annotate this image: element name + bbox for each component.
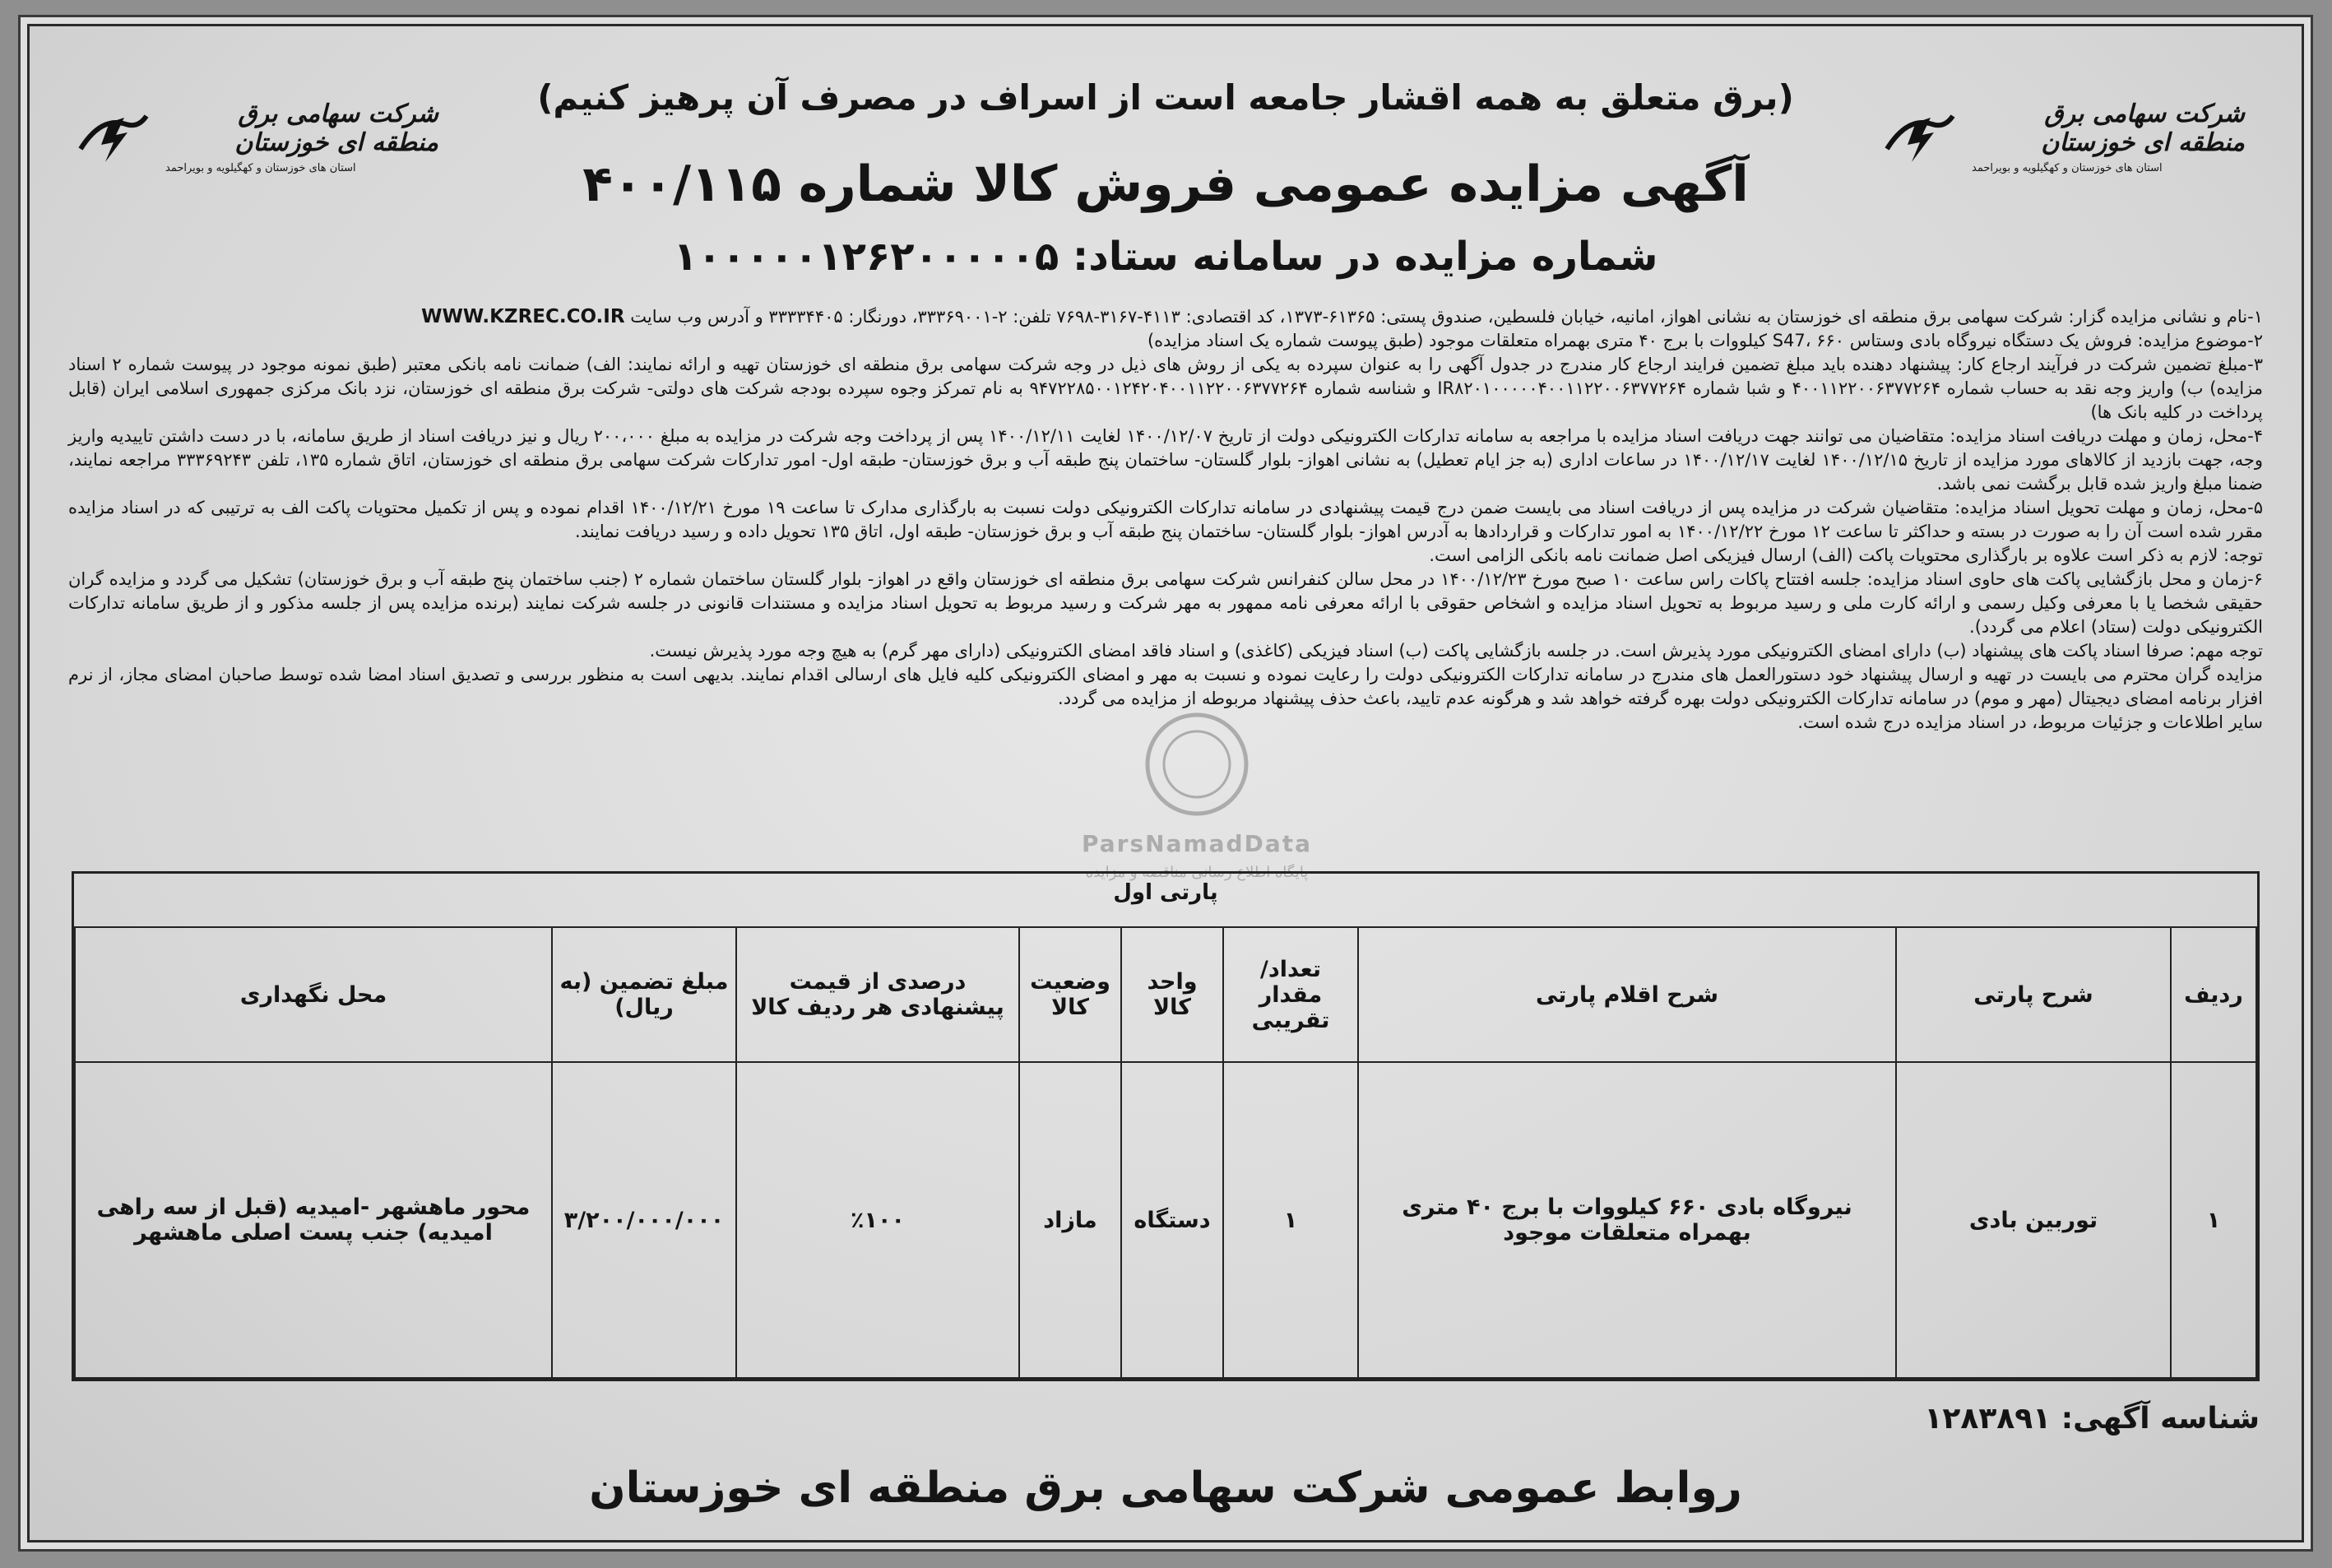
col-unit: واحد کالا bbox=[1121, 927, 1223, 1062]
cell-unit: دستگاه bbox=[1121, 1062, 1223, 1378]
cell-quantity: ۱ bbox=[1223, 1062, 1358, 1378]
item-7: توجه مهم: صرفا اسناد پاکت های پیشنهاد (ب) دارای امضای الکترونیکی مورد پذیرش است. در جلسه بازگشایی پاکت (ب) اسناد فیزیکی (کاغذی) و اسناد فاقد امضای الکترونیکی (دارای مهر گرم) به هیچ وجه مورد پذیرش نیست. bbox=[649, 641, 2263, 661]
item-1 bbox=[68, 305, 2263, 329]
ad-id: شناسه آگهی: ۱۲۸۳۸۹۱ bbox=[1924, 1402, 2260, 1436]
item-3: ۳-مبلغ تضمین شرکت در فرآیند ارجاع کار: پیشنهاد دهنده باید مبلغ تضمین فرایند ارجاع کار مندرج در جدول آگهی را به عنوان سپرده به یکی از روش های ذیل در وجه شرکت سهامی برق منطقه ای خوزستان تهیه و ارائه نمایند: الف) ضمانت نامه بانکی معتبر (طبق نمونه موجود در پیوست شماره ۲ اسناد مزایده) ب) واریز وجه نقد به حساب شماره ۴۰۰۱۱۲۲۰۰۶۳۷۷۲۶۴ و شبا شماره IR۸۲۰۱۰۰۰۰۰۴۰۰۱۱۲۲۰۰۶۳۷۷۲۶۴ و شناسه شماره ۹۴۷۲۲۸۵۰۰۱۲۴۲۰۴۰۰۱۱۲۲۰۰۶۳۷۷۲۶۴ به نام تمرکز وجوه سپرده بودجه شرکت های دولتی- شرکت برق منطقه ای خوزستان، نزد بانک مرکزی جمهوری اسلامی ایران (قابل پرداخت در کلیه بانک ها) bbox=[68, 355, 2264, 422]
cell-location: محور ماهشهر -امیدیه (قبل از سه راهی امیدیه) جنب پست اصلی ماهشهر bbox=[75, 1062, 552, 1378]
watermark-name: ParsNamadData bbox=[1082, 830, 1312, 857]
col-party-desc: شرح پارتی bbox=[1896, 927, 2171, 1062]
cell-guarantee: ۳/۲۰۰/۰۰۰/۰۰۰ bbox=[552, 1062, 736, 1378]
table-row bbox=[75, 1062, 2256, 1378]
logo-company-sub: استان های خوزستان و کهگیلویه و بویراحمد bbox=[1972, 161, 2163, 174]
lot-table bbox=[74, 926, 2257, 1379]
item-8: مزایده گران محترم می بایست در تهیه و ارسال پیشنهاد خود دستورالعمل های مندرج در سامانه تدارکات الکترونیکی دولت را رعایت نموده و نسبت به مهر و امضای الکترونیکی کلیه فایل های ارسالی اقدام نمایند. بدیهی است به منظور بررسی و تصدیق اسناد امضا شده توسط صاحبان امضای مجاز، از نرم افزار برنامه امضای دیجیتال (مهر و موم) در سامانه تدارکات الکترونیکی دولت بهره گرفته خواهد شد و هرگونه عدم تایید، باعث حذف پیشنهاد مربوطه از مزایده می گردد. bbox=[68, 665, 2263, 708]
slogan: (برق متعلق به همه اقشار جامعه است از اسراف در مصرف آن پرهیز کنیم) bbox=[537, 77, 1794, 118]
cell-items-desc: نیروگاه بادی ۶۶۰ کیلووات با برج ۴۰ متری بهمراه متعلقات موجود bbox=[1358, 1062, 1896, 1378]
item-9: سایر اطلاعات و جزئیات مربوط، در اسناد مزایده درج شده است. bbox=[1797, 712, 2263, 732]
newspaper-ad bbox=[18, 15, 2313, 1552]
party-title: پارتی اول bbox=[1113, 880, 1218, 905]
watermark-sub: پایگاه اطلاع رسانی مناقصه و مزایده bbox=[1085, 864, 1309, 881]
lot-table-box bbox=[72, 871, 2260, 1381]
item-2: ۲-موضوع مزایده: فروش یک دستگاه نیروگاه بادی وستاس S47، ۶۶۰ کیلووات با برج ۴۰ متری بهمراه متعلقات موجود (طبق پیوست شماره یک اسناد مزایده) bbox=[1147, 331, 2263, 350]
col-row: ردیف bbox=[2171, 927, 2256, 1062]
col-status: وضعیت کالا bbox=[1019, 927, 1121, 1062]
logo-company-sub: استان های خوزستان و کهگیلویه و بویراحمد bbox=[165, 161, 356, 174]
table-header-row bbox=[75, 927, 2256, 1062]
col-guarantee: مبلغ تضمین (به ریال) bbox=[552, 927, 736, 1062]
col-items-desc: شرح اقلام پارتی bbox=[1358, 927, 1896, 1062]
col-percent: درصدی از قیمت پیشنهادی هر ردیف کالا bbox=[736, 927, 1019, 1062]
col-location: محل نگهداری bbox=[75, 927, 552, 1062]
auction-number: شماره مزایده در سامانه ستاد: ۱۰۰۰۰۰۱۲۶۲۰۰۰۰۰۵ bbox=[673, 234, 1658, 280]
website-url[interactable]: WWW.KZREC.CO.IR bbox=[421, 306, 625, 327]
ad-body bbox=[68, 305, 2263, 735]
cell-party-desc: توربین بادی bbox=[1896, 1062, 2171, 1378]
logo-company-name: شرکت سهامی برق منطقه ای خوزستان bbox=[234, 99, 438, 157]
item-5-note: توجه: لازم به ذکر است علاوه بر بارگذاری محتویات پاکت (الف) ارسال فیزیکی اصل ضمانت نامه بانکی الزامی است. bbox=[1429, 545, 2263, 565]
ad-content bbox=[45, 40, 2286, 1526]
item-6: ۶-زمان و محل بازگشایی پاکت های حاوی اسناد مزایده: جلسه افتتاح پاکات راس ساعت ۱۰ صبح مورخ ۱۴۰۰/۱۲/۲۳ در محل سالن کنفرانس شرکت سهامی برق منطقه ای خوزستان واقع در اهواز- بلوار گلستان ساختمان شماره ۲ (جنب ساختمان پنج طبقه آب و برق خوزستان) تشکیل می گردد و مزایده گران حقیقی شخصا یا با معرفی وکیل رسمی و ارائه کارت ملی و رسید مربوط به تحویل اسناد مزایده و اشخاص حقوقی با ارائه معرفی نامه ممهور به مهر شرکت و رسید مربوط به تحویل اسناد مزایده و مستندات قانونی در جلسه شرکت نمایند (برنده مزایده پس از جلسه مذکور و از طریق سامانه تدارکات الکترونیکی دولت (ستاد) اعلام می گردد). bbox=[68, 569, 2263, 637]
col-quantity: تعداد/مقدار تقریبی bbox=[1223, 927, 1358, 1062]
item-5: ۵-محل، زمان و مهلت تحویل اسناد مزایده: متقاضیان شرکت در مزایده پس از دریافت اسناد می بایست ضمن درج قیمت پیشنهادی در سامانه تدارکات الکترونیکی دولت نسبت به بارگذاری مدارک تا ساعت ۱۹ مورخ ۱۴۰۰/۱۲/۲۱ اقدام نموده و پس از تکمیل محتویات پاکت الف به ترتیبی که در اسناد مزایده مقرر شده است آن را به صورت در بسته و حداکثر تا ساعت ۱۲ مورخ ۱۴۰۰/۱۲/۲۲ به امور تدارکات و قراردادها به آدرس اهواز- بلوار گلستان- ساختمان پنج طبقه آب و برق خوزستان- طبقه اول، اتاق ۱۳۵ تحویل داده و رسید دریافت نمایند. bbox=[68, 498, 2263, 541]
cell-status: مازاد bbox=[1019, 1062, 1121, 1378]
cell-percent: ٪۱۰۰ bbox=[736, 1062, 1019, 1378]
logo-company-name: شرکت سهامی برق منطقه ای خوزستان bbox=[2041, 99, 2245, 157]
item-4: ۴-محل، زمان و مهلت دریافت اسناد مزایده: متقاضیان می توانند جهت دریافت اسناد مزایده با مراجعه به سامانه تدارکات الکترونیکی دولت از تاریخ ۱۴۰۰/۱۲/۰۷ لغایت ۱۴۰۰/۱۲/۱۱ پس از پرداخت وجه شرکت در مزایده به مبلغ ۲۰۰،۰۰۰ ریال و نیز دریافت اسناد از طریق سامانه، با در دست داشتن تاییدیه واریز وجه، جهت بازدید از کالاهای مورد مزایده از تاریخ ۱۴۰۰/۱۲/۱۵ لغایت ۱۴۰۰/۱۲/۱۷ در ساعات اداری (به جز ایام تعطیل) به نشانی اهواز- بلوار گلستان- ساختمان پنج طبقه آب و برق خوزستان- طبقه اول- امور تدارکات شرکت سهامی برق منطقه ای خوزستان، اتاق شماره ۱۳۵، تلفن ۳۳۳۶۹۲۴۳ مراجعه نمایند، ضمنا مبلغ واریز شده قابل برگشت نمی باشد. bbox=[68, 426, 2263, 494]
item-1-text: ۱-نام و نشانی مزایده گزار: شرکت سهامی برق منطقه ای خوزستان به نشانی اهواز، امانیه، خیابان فلسطین، صندوق پستی: ۶۱۳۶۵-۱۳۷۳، کد اقتصادی: ۴۱۱۳-۳۱۶۷-۷۶۹۸ تلفن: ۲-۳۳۳۶۹۰۰۱، دورنگار: ۳۳۳۳۴۴۰۵ و آدرس وب سایت bbox=[630, 307, 2263, 327]
footer-signature: روابط عمومی شرکت سهامی برق منطقه ای خوزستان bbox=[589, 1464, 1742, 1513]
cell-row: ۱ bbox=[2171, 1062, 2256, 1378]
page-title: آگهی مزایده عمومی فروش کالا شماره ۴۰۰/۱۱۵ bbox=[582, 155, 1749, 213]
